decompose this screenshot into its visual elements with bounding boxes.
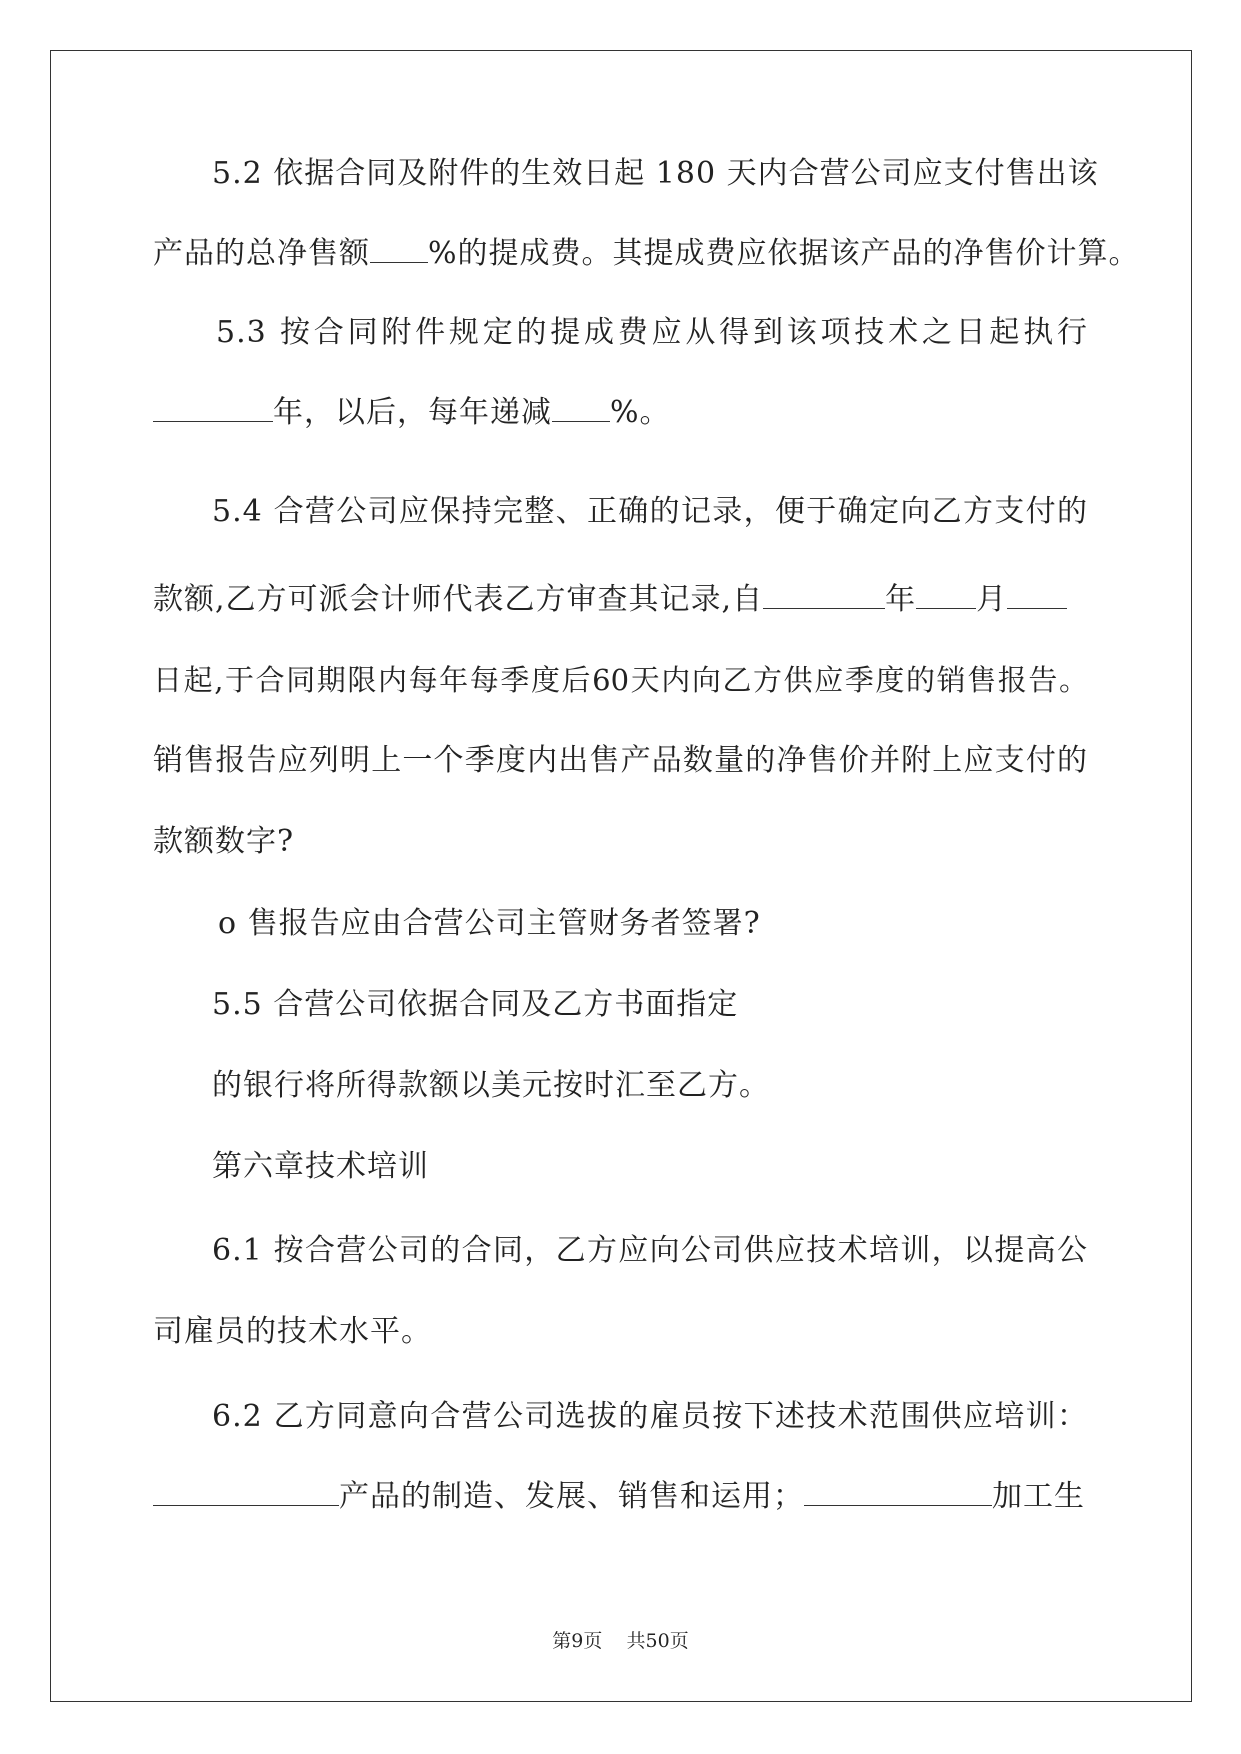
paragraph-5-2-line-2 [153,232,1140,274]
paragraph-6-2-line-2 [153,1475,1085,1517]
paragraph-5-2-line-1 [212,154,1099,194]
text-segment: 款额,乙方可派会计师代表乙方审查其记录,自 [153,582,764,617]
page-footer [0,1629,1241,1653]
text-segment: 6.1 按合营公司的合同，乙方应向公司供应技术培训，以提高公 [212,1233,1088,1268]
paragraph-5-3-line-2 [153,391,671,433]
paragraph-5-4-line-5 [153,822,294,862]
fill-in-blank[interactable] [916,578,976,609]
total-pages: 共50页 [626,1630,689,1652]
paragraph-5-4-line-4 [153,741,1088,781]
page-border [50,50,1192,1702]
fill-in-blank[interactable] [153,1475,339,1506]
text-segment: 销售报告应列明上一个季度内出售产品数量的净售价并附上应支付的 [153,743,1088,778]
text-segment: 第六章技术培训 [212,1149,429,1184]
text-segment: 年，以后，每年递减 [273,395,552,430]
text-segment: %。 [610,395,671,430]
paragraph-5-5-line-2 [212,1066,770,1106]
text-segment: o 售报告应由合营公司主管财务者签署? [218,906,761,941]
paragraph-6-1-line-1 [212,1231,1088,1271]
paragraph-5-3-line-1 [216,313,1088,353]
text-segment: 5.2 依据合同及附件的生效日起 180 天内合营公司应支付售出该 [212,156,1099,191]
text-segment: 款额数字? [153,824,295,859]
text-segment: 产品的总净售额 [153,236,370,271]
sales-report-signature-line [218,904,761,944]
fill-in-blank[interactable] [1007,578,1067,609]
text-segment: 月 [976,582,1008,617]
fill-in-blank[interactable] [804,1475,992,1506]
text-segment: 5.4 合营公司应保持完整、正确的记录，便于确定向乙方支付的 [212,494,1088,529]
text-segment: 年 [885,582,917,617]
paragraph-5-4-line-3 [153,660,1088,700]
fill-in-blank[interactable] [552,391,610,422]
fill-in-blank[interactable] [370,232,428,263]
page-number: 第9页 [552,1630,603,1652]
text-segment: %的提成费。其提成费应依据该产品的净售价计算。 [428,236,1140,271]
paragraph-5-4-line-2 [153,578,1067,620]
paragraph-5-4-line-1 [212,492,1088,532]
chapter-6-heading [212,1147,429,1187]
text-segment: 日起,于合同期限内每年每季度后60天内向乙方供应季度的销售报告。 [153,663,1088,697]
text-segment: 司雇员的技术水平。 [153,1314,432,1349]
fill-in-blank[interactable] [763,578,885,609]
text-segment: 5.3 按合同附件规定的提成费应从得到该项技术之日起执行 [216,315,1088,350]
paragraph-5-5-line-1 [212,985,738,1025]
paragraph-6-1-line-2 [153,1312,432,1352]
text-segment: 5.5 合营公司依据合同及乙方书面指定 [212,987,739,1022]
paragraph-6-2-line-1 [212,1397,1088,1437]
fill-in-blank[interactable] [153,391,273,422]
text-segment: 的银行将所得款额以美元按时汇至乙方。 [212,1068,770,1103]
text-segment: 加工生 [992,1479,1085,1514]
text-segment: 6.2 乙方同意向合营公司选拔的雇员按下述技术范围供应培训： [212,1399,1088,1434]
text-segment: 产品的制造、发展、销售和运用； [339,1479,804,1514]
